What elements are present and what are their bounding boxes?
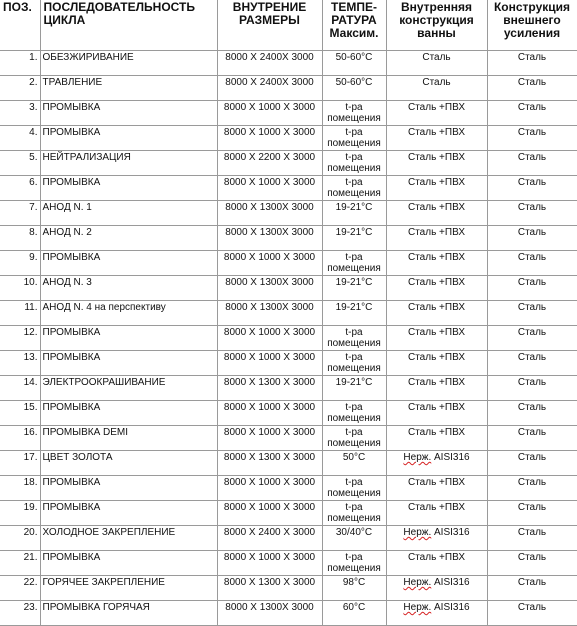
row-inner-construction: Сталь +ПВХ	[386, 476, 487, 501]
row-outer-construction: Сталь	[487, 276, 577, 301]
row-dimensions: 8000 X 2400 X 3000	[217, 526, 322, 551]
table-row	[0, 451, 577, 476]
row-temperature	[322, 176, 386, 201]
row-temperature-line: помещения	[327, 563, 381, 574]
row-temperature	[322, 101, 386, 126]
row-temperature-line: помещения	[327, 263, 381, 274]
header-pos: ПОЗ.	[0, 0, 40, 51]
row-step-name: ПРОМЫВКА	[40, 501, 217, 526]
table-row	[0, 426, 577, 451]
row-temperature-line: помещения	[327, 188, 381, 199]
row-outer-construction: Сталь	[487, 376, 577, 401]
row-outer-construction: Сталь	[487, 451, 577, 476]
row-temperature	[322, 326, 386, 351]
table-row	[0, 76, 577, 101]
row-position: 5.	[0, 151, 40, 176]
row-step-name: ПРОМЫВКА	[40, 126, 217, 151]
row-step-name: ПРОМЫВКА	[40, 551, 217, 576]
row-outer-construction: Сталь	[487, 51, 577, 76]
row-inner-construction: Сталь +ПВХ	[386, 101, 487, 126]
table-row	[0, 251, 577, 276]
row-inner-construction: Сталь +ПВХ	[386, 176, 487, 201]
row-inner-construction: Нерж. AISI316	[386, 451, 487, 476]
row-outer-construction: Сталь	[487, 126, 577, 151]
row-inner-construction: Сталь +ПВХ	[386, 351, 487, 376]
row-inner-construction: Нерж. AISI316	[386, 576, 487, 601]
row-position: 13.	[0, 351, 40, 376]
row-step-name: ЦВЕТ ЗОЛОТА	[40, 451, 217, 476]
row-position: 17.	[0, 451, 40, 476]
row-inner-construction: Сталь +ПВХ	[386, 251, 487, 276]
row-position: 11.	[0, 301, 40, 326]
row-dimensions: 8000 X 2400X 3000	[217, 76, 322, 101]
table-row	[0, 351, 577, 376]
row-dimensions: 8000 X 1000 X 3000	[217, 426, 322, 451]
row-temperature-line: t-ра	[345, 352, 363, 363]
row-inner-construction: Сталь +ПВХ	[386, 151, 487, 176]
row-inner-construction: Сталь +ПВХ	[386, 226, 487, 251]
table-row	[0, 151, 577, 176]
row-dimensions: 8000 X 1300X 3000	[217, 226, 322, 251]
row-position: 8.	[0, 226, 40, 251]
row-temperature-line: t-ра	[345, 327, 363, 338]
row-temperature	[322, 426, 386, 451]
row-temperature	[322, 301, 386, 326]
row-inner-construction: Нерж. AISI316	[386, 526, 487, 551]
row-inner-construction: Сталь +ПВХ	[386, 426, 487, 451]
row-dimensions: 8000 X 2200 X 3000	[217, 151, 322, 176]
row-outer-construction: Сталь	[487, 601, 577, 626]
row-temperature	[322, 376, 386, 401]
row-dimensions: 8000 X 1000 X 3000	[217, 501, 322, 526]
row-position: 3.	[0, 101, 40, 126]
row-temperature	[322, 501, 386, 526]
row-outer-construction: Сталь	[487, 326, 577, 351]
table-row	[0, 476, 577, 501]
row-outer-construction: Сталь	[487, 251, 577, 276]
row-step-name: ПРОМЫВКА	[40, 176, 217, 201]
row-dimensions: 8000 X 1300X 3000	[217, 601, 322, 626]
row-temperature	[322, 201, 386, 226]
row-step-name: ПРОМЫВКА	[40, 401, 217, 426]
row-outer-construction: Сталь	[487, 576, 577, 601]
row-temperature	[322, 151, 386, 176]
table-row	[0, 101, 577, 126]
row-dimensions: 8000 X 2400X 3000	[217, 51, 322, 76]
row-temperature	[322, 476, 386, 501]
row-inner-construction: Сталь +ПВХ	[386, 501, 487, 526]
header-inner-construction: Внутренняя конструкция ванны	[386, 0, 487, 51]
table-row	[0, 576, 577, 601]
row-temperature	[322, 276, 386, 301]
row-temperature-line: помещения	[327, 338, 381, 349]
row-temperature-line: 19-21°C	[335, 277, 373, 288]
row-position: 19.	[0, 501, 40, 526]
row-temperature	[322, 126, 386, 151]
row-inner-construction: Сталь +ПВХ	[386, 551, 487, 576]
row-position: 15.	[0, 401, 40, 426]
spellcheck-underline: Нерж.	[403, 577, 432, 588]
header-dimensions: ВНУТРЕНИЕ РАЗМЕРЫ	[217, 0, 322, 51]
row-temperature-line: t-ра	[345, 152, 363, 163]
row-step-name: АНОД N. 4 на перспективу	[40, 301, 217, 326]
row-temperature	[322, 351, 386, 376]
row-temperature-line: 50-60°C	[335, 77, 373, 88]
row-temperature	[322, 51, 386, 76]
row-temperature	[322, 576, 386, 601]
row-position: 12.	[0, 326, 40, 351]
spellcheck-underline: Нерж.	[403, 527, 432, 538]
table-row	[0, 326, 577, 351]
row-step-name: ГОРЯЧЕЕ ЗАКРЕПЛЕНИЕ	[40, 576, 217, 601]
row-temperature-line: t-ра	[345, 552, 363, 563]
row-position: 4.	[0, 126, 40, 151]
row-outer-construction: Сталь	[487, 151, 577, 176]
row-temperature-line: 50°C	[342, 452, 366, 463]
row-outer-construction: Сталь	[487, 476, 577, 501]
row-position: 21.	[0, 551, 40, 576]
row-dimensions: 8000 X 1300 X 3000	[217, 576, 322, 601]
row-outer-construction: Сталь	[487, 176, 577, 201]
row-temperature-line: 50-60°C	[335, 52, 373, 63]
row-temperature-line: 19-21°C	[335, 302, 373, 313]
row-dimensions: 8000 X 1000 X 3000	[217, 101, 322, 126]
row-step-name: НЕЙТРАЛИЗАЦИЯ	[40, 151, 217, 176]
row-inner-construction: Нерж. AISI316	[386, 601, 487, 626]
row-position: 2.	[0, 76, 40, 101]
row-temperature	[322, 551, 386, 576]
row-outer-construction: Сталь	[487, 201, 577, 226]
row-temperature-line: t-ра	[345, 102, 363, 113]
row-step-name: ПРОМЫВКА DEMI	[40, 426, 217, 451]
row-outer-construction: Сталь	[487, 401, 577, 426]
table-row	[0, 126, 577, 151]
row-temperature-line: помещения	[327, 138, 381, 149]
table-body	[0, 51, 577, 626]
row-outer-construction: Сталь	[487, 76, 577, 101]
row-step-name: АНОД N. 2	[40, 226, 217, 251]
row-position: 16.	[0, 426, 40, 451]
row-dimensions: 8000 X 1000 X 3000	[217, 176, 322, 201]
row-temperature-line: 19-21°C	[335, 202, 373, 213]
row-outer-construction: Сталь	[487, 101, 577, 126]
table-row	[0, 501, 577, 526]
row-step-name: ХОЛОДНОЕ ЗАКРЕПЛЕНИЕ	[40, 526, 217, 551]
row-temperature	[322, 226, 386, 251]
row-step-name: АНОД N. 1	[40, 201, 217, 226]
row-outer-construction: Сталь	[487, 526, 577, 551]
row-inner-construction: Сталь +ПВХ	[386, 301, 487, 326]
row-temperature	[322, 526, 386, 551]
row-dimensions: 8000 X 1000 X 3000	[217, 551, 322, 576]
row-inner-construction: Сталь +ПВХ	[386, 326, 487, 351]
row-outer-construction: Сталь	[487, 501, 577, 526]
row-dimensions: 8000 X 1300X 3000	[217, 301, 322, 326]
row-outer-construction: Сталь	[487, 551, 577, 576]
row-inner-construction: Сталь +ПВХ	[386, 276, 487, 301]
row-temperature-line: помещения	[327, 363, 381, 374]
row-step-name: АНОД N. 3	[40, 276, 217, 301]
row-temperature-line: t-ра	[345, 177, 363, 188]
header-sequence: ПОСЛЕДОВАТЕЛЬНОСТЬ ЦИКЛА	[40, 0, 217, 51]
row-dimensions: 8000 X 1000 X 3000	[217, 126, 322, 151]
table-row	[0, 376, 577, 401]
row-position: 22.	[0, 576, 40, 601]
row-step-name: ПРОМЫВКА	[40, 476, 217, 501]
table-row	[0, 301, 577, 326]
row-inner-construction: Сталь +ПВХ	[386, 376, 487, 401]
row-temperature-line: 60°C	[342, 602, 366, 613]
row-temperature-line: помещения	[327, 438, 381, 449]
row-step-name: ПРОМЫВКА	[40, 351, 217, 376]
row-dimensions: 8000 X 1000 X 3000	[217, 251, 322, 276]
header-temperature: ТЕМПЕ-РАТУРА Максим.	[322, 0, 386, 51]
row-position: 20.	[0, 526, 40, 551]
row-step-name: ПРОМЫВКА	[40, 251, 217, 276]
row-inner-construction: Сталь	[386, 76, 487, 101]
row-inner-construction: Сталь +ПВХ	[386, 126, 487, 151]
row-position: 1.	[0, 51, 40, 76]
row-dimensions: 8000 X 1000 X 3000	[217, 326, 322, 351]
row-temperature-line: помещения	[327, 513, 381, 524]
table-row	[0, 201, 577, 226]
spellcheck-underline: Нерж.	[403, 602, 432, 613]
table-row	[0, 601, 577, 626]
row-inner-construction: Сталь +ПВХ	[386, 401, 487, 426]
row-dimensions: 8000 X 1000 X 3000	[217, 476, 322, 501]
row-outer-construction: Сталь	[487, 226, 577, 251]
row-temperature-line: t-ра	[345, 427, 363, 438]
row-step-name: ЭЛЕКТРООКРАШИВАНИЕ	[40, 376, 217, 401]
row-temperature-line: t-ра	[345, 252, 363, 263]
row-position: 23.	[0, 601, 40, 626]
row-step-name: ПРОМЫВКА ГОРЯЧАЯ	[40, 601, 217, 626]
row-dimensions: 8000 X 1300X 3000	[217, 276, 322, 301]
row-temperature-line: помещения	[327, 488, 381, 499]
row-position: 7.	[0, 201, 40, 226]
row-step-name: ОБЕЗЖИРИВАНИЕ	[40, 51, 217, 76]
header-row	[0, 0, 577, 51]
spellcheck-underline: Нерж.	[403, 452, 432, 463]
table-row	[0, 226, 577, 251]
table-row	[0, 176, 577, 201]
row-temperature	[322, 251, 386, 276]
row-position: 9.	[0, 251, 40, 276]
row-temperature-line: помещения	[327, 413, 381, 424]
row-outer-construction: Сталь	[487, 301, 577, 326]
row-dimensions: 8000 X 1300 X 3000	[217, 451, 322, 476]
row-temperature-line: 19-21°C	[335, 227, 373, 238]
row-temperature-line: помещения	[327, 113, 381, 124]
row-position: 10.	[0, 276, 40, 301]
row-step-name: ТРАВЛЕНИЕ	[40, 76, 217, 101]
row-temperature	[322, 76, 386, 101]
row-temperature	[322, 451, 386, 476]
table-row	[0, 276, 577, 301]
table-row	[0, 401, 577, 426]
row-dimensions: 8000 X 1000 X 3000	[217, 351, 322, 376]
row-temperature-line: помещения	[327, 163, 381, 174]
row-temperature	[322, 601, 386, 626]
table-row	[0, 51, 577, 76]
row-dimensions: 8000 X 1300 X 3000	[217, 376, 322, 401]
row-inner-construction: Сталь	[386, 51, 487, 76]
row-step-name: ПРОМЫВКА	[40, 326, 217, 351]
header-outer-construction: Конструкция внешнего усиления	[487, 0, 577, 51]
row-dimensions: 8000 X 1300X 3000	[217, 201, 322, 226]
row-temperature-line: 19-21°C	[335, 377, 373, 388]
row-outer-construction: Сталь	[487, 351, 577, 376]
row-position: 14.	[0, 376, 40, 401]
table-row	[0, 526, 577, 551]
row-temperature-line: 30/40°C	[335, 527, 373, 538]
row-temperature-line: t-ра	[345, 477, 363, 488]
row-step-name: ПРОМЫВКА	[40, 101, 217, 126]
row-dimensions: 8000 X 1000 X 3000	[217, 401, 322, 426]
table-row	[0, 551, 577, 576]
row-temperature-line: t-ра	[345, 127, 363, 138]
row-outer-construction: Сталь	[487, 426, 577, 451]
row-temperature	[322, 401, 386, 426]
row-temperature-line: t-ра	[345, 502, 363, 513]
row-temperature-line: 98°C	[342, 577, 366, 588]
row-position: 6.	[0, 176, 40, 201]
row-inner-construction: Сталь +ПВХ	[386, 201, 487, 226]
row-position: 18.	[0, 476, 40, 501]
row-temperature-line: t-ра	[345, 402, 363, 413]
